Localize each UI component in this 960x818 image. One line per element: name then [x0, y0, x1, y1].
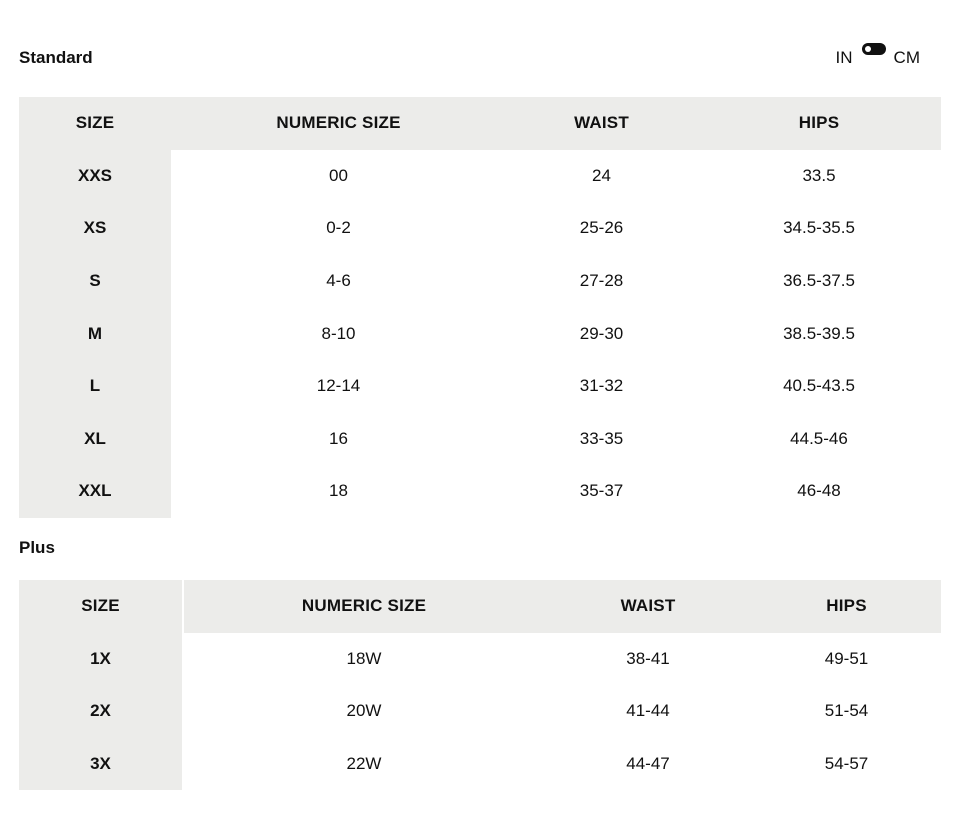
numeric-size-cell: 4-6	[171, 255, 506, 308]
hips-cell: 34.5-35.5	[697, 202, 941, 255]
table-row	[19, 465, 941, 518]
units-toggle-switch[interactable]	[862, 43, 886, 55]
units-toggle[interactable]	[836, 40, 920, 76]
size-cell: XXS	[19, 150, 171, 203]
column-header-size: SIZE	[19, 97, 171, 150]
table-header-row	[19, 97, 941, 150]
unit-label-cm[interactable]: CM	[893, 48, 920, 67]
numeric-size-cell: 20W	[183, 685, 544, 738]
size-cell: L	[19, 360, 171, 413]
size-cell: 1X	[19, 633, 183, 686]
waist-cell: 31-32	[506, 360, 697, 413]
hips-cell: 36.5-37.5	[697, 255, 941, 308]
plus-section-title: Plus	[19, 538, 55, 557]
waist-cell: 44-47	[544, 738, 752, 791]
plus-size-table	[19, 580, 941, 790]
hips-cell: 38.5-39.5	[697, 307, 941, 360]
standard-size-table	[19, 97, 941, 518]
size-cell: XS	[19, 202, 171, 255]
size-cell: XXL	[19, 465, 171, 518]
column-header-waist: WAIST	[506, 97, 697, 150]
unit-label-in[interactable]: IN	[835, 48, 853, 67]
column-header-hips: HIPS	[697, 97, 941, 150]
table-row	[19, 633, 941, 686]
hips-cell: 46-48	[697, 465, 941, 518]
numeric-size-cell: 8-10	[171, 307, 506, 360]
table-row	[19, 413, 941, 466]
table-row	[19, 360, 941, 413]
waist-cell: 35-37	[506, 465, 697, 518]
standard-section-title: Standard	[19, 48, 93, 67]
table-row	[19, 150, 941, 203]
column-header-numeric-size: NUMERIC SIZE	[171, 97, 506, 150]
waist-cell: 41-44	[544, 685, 752, 738]
size-cell: M	[19, 307, 171, 360]
waist-cell: 24	[506, 150, 697, 203]
size-cell: XL	[19, 413, 171, 466]
column-header-hips: HIPS	[752, 580, 941, 633]
table-row	[19, 255, 941, 308]
table-row	[19, 738, 941, 791]
numeric-size-cell: 12-14	[171, 360, 506, 413]
size-cell: 2X	[19, 685, 183, 738]
size-cell: 3X	[19, 738, 183, 791]
hips-cell: 51-54	[752, 685, 941, 738]
table-row	[19, 307, 941, 360]
table-row	[19, 685, 941, 738]
numeric-size-cell: 0-2	[171, 202, 506, 255]
column-header-numeric-size: NUMERIC SIZE	[183, 580, 544, 633]
toggle-knob	[865, 46, 871, 52]
table-row	[19, 202, 941, 255]
numeric-size-cell: 22W	[183, 738, 544, 791]
column-header-waist: WAIST	[544, 580, 752, 633]
numeric-size-cell: 18	[171, 465, 506, 518]
numeric-size-cell: 16	[171, 413, 506, 466]
table-header-row	[19, 580, 941, 633]
waist-cell: 33-35	[506, 413, 697, 466]
size-cell: S	[19, 255, 171, 308]
numeric-size-cell: 18W	[183, 633, 544, 686]
waist-cell: 38-41	[544, 633, 752, 686]
hips-cell: 44.5-46	[697, 413, 941, 466]
hips-cell: 49-51	[752, 633, 941, 686]
waist-cell: 27-28	[506, 255, 697, 308]
waist-cell: 25-26	[506, 202, 697, 255]
hips-cell: 40.5-43.5	[697, 360, 941, 413]
hips-cell: 54-57	[752, 738, 941, 791]
waist-cell: 29-30	[506, 307, 697, 360]
hips-cell: 33.5	[697, 150, 941, 203]
numeric-size-cell: 00	[171, 150, 506, 203]
column-header-size: SIZE	[19, 580, 183, 633]
